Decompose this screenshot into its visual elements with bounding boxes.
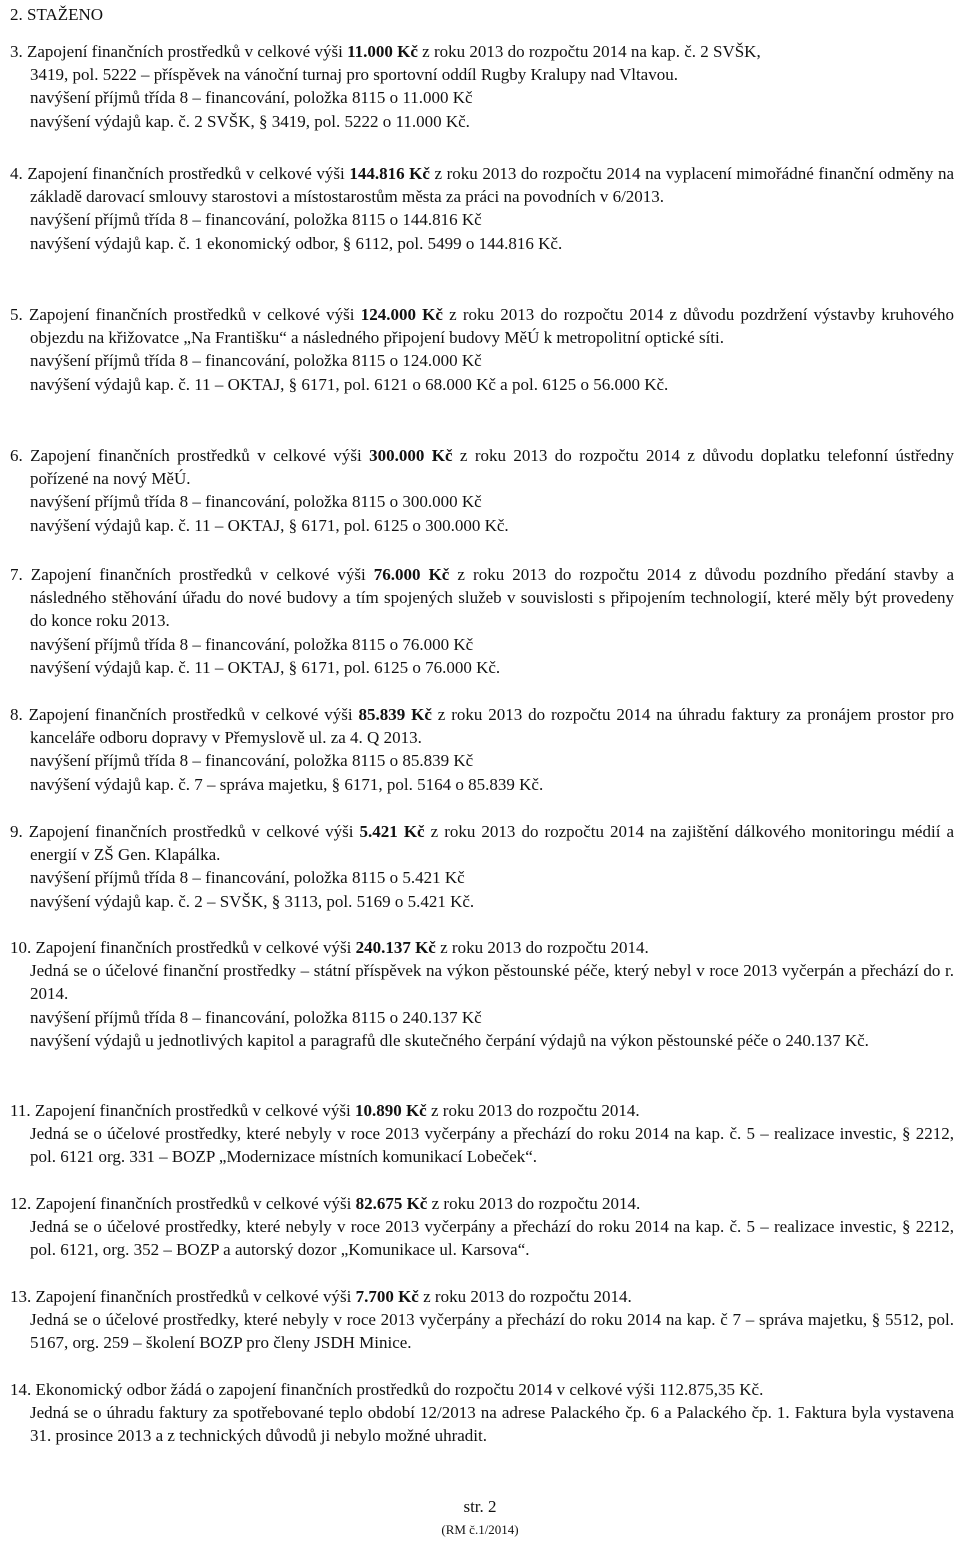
item-line: navýšení příjmů třída 8 – financování, položka 8115 o 240.137 Kč	[30, 1007, 482, 1027]
item-line: navýšení příjmů třída 8 – financování, položka 8115 o 5.421 Kč	[30, 868, 465, 888]
item-paragraph: Jedná se o účelové finanční prostředky – státní příspěvek na výkon pěstounské péče, který nebyl v roce 2013 vyčerpán a přechází do r. 2014.	[30, 961, 954, 1004]
item-paragraph	[10, 563, 954, 633]
item-heading	[10, 1099, 954, 1122]
item-amount: 124.000 Kč	[360, 305, 443, 324]
item-heading	[10, 1378, 954, 1401]
item-lead: 10. Zapojení finančních prostředků v celkové výši	[10, 938, 356, 957]
item-lead: 3. Zapojení finančních prostředků v celkové výši	[10, 42, 348, 61]
item-line: navýšení příjmů třída 8 – financování, položka 8115 o 124.000 Kč	[30, 351, 482, 371]
item-lead: 4. Zapojení finančních prostředků v celkové výši	[10, 164, 350, 183]
item-tail: z roku 2013 do rozpočtu 2014.	[418, 1287, 632, 1306]
item-paragraph	[10, 162, 954, 208]
item-amount: 76.000 Kč	[373, 565, 450, 584]
list-item	[10, 1285, 954, 1355]
item-amount: 144.816 Kč	[349, 164, 430, 183]
item-line: navýšení příjmů třída 8 – financování, položka 8115 o 85.839 Kč	[30, 751, 474, 771]
item-amount: 11.000 Kč	[347, 42, 418, 61]
item-line: navýšení výdajů kap. č. 7 – správa majetku, § 6171, pol. 5164 o 85.839 Kč.	[30, 774, 544, 794]
list-item	[10, 1378, 954, 1448]
item-paragraph	[10, 820, 954, 866]
item-lead: 9. Zapojení finančních prostředků v celkové výši	[10, 822, 360, 841]
item-line: navýšení příjmů třída 8 – financování, položka 8115 o 300.000 Kč	[30, 492, 482, 512]
item-line: navýšení výdajů kap. č. 2 SVŠK, § 3419, pol. 5222 o 11.000 Kč.	[30, 111, 470, 131]
list-item	[10, 563, 954, 679]
list-item	[10, 303, 954, 396]
item-line: navýšení výdajů kap. č. 11 – OKTAJ, § 6171, pol. 6125 o 300.000 Kč.	[30, 515, 509, 535]
item-tail: z roku 2013 do rozpočtu 2014 na zajištění dálkového monitoringu médií a energií v ZŠ Gen. Klapálka.	[30, 822, 954, 865]
item-amount: 82.675 Kč	[355, 1194, 428, 1213]
item-paragraph	[10, 303, 954, 349]
item-paragraph	[10, 444, 954, 490]
list-item	[10, 820, 954, 913]
list-item	[10, 703, 954, 796]
item-line: navýšení výdajů kap. č. 11 – OKTAJ, § 6171, pol. 6121 o 68.000 Kč a pol. 6125 o 56.000 Kč.	[30, 374, 669, 394]
item-heading	[10, 1192, 954, 1215]
item-paragraph: Jedná se o úhradu faktury za spotřebované teplo období 12/2013 na adrese Palackého čp. 6 a Palackého čp. 1. Faktura byla vystavena 31. prosince 2013 a z technických důvodů ji nebylo možné uhradit.	[30, 1403, 954, 1446]
item-tail: z roku 2013 do rozpočtu 2014 z důvodu pozdního předání stavby a následného stěhování úřadu do nové budovy a tím spojených služeb v souvislosti s připojením technologií, které měly být provedeny do konce roku 2013.	[30, 565, 955, 631]
list-item	[10, 444, 954, 537]
item-tail: z roku 2013 do rozpočtu 2014 na kap. č. 2 SVŠK,	[417, 42, 761, 61]
item-amount: 300.000 Kč	[369, 446, 453, 465]
item-tail: z roku 2013 do rozpočtu 2014.	[426, 1101, 640, 1120]
item-tail: z roku 2013 do rozpočtu 2014 z důvodu doplatku telefonní ústředny pořízené na nový MěÚ.	[30, 446, 955, 489]
item-lead: 13. Zapojení finančních prostředků v celkové výši	[10, 1287, 356, 1306]
item-amount: 5.421 Kč	[359, 822, 425, 841]
item-tail: z roku 2013 do rozpočtu 2014 z důvodu pozdržení výstavby kruhového objezdu na křižovatce „Na Františku“ a následného připojení budovy MěÚ k metropolitní optické síti.	[30, 305, 954, 348]
item-lead: 6. Zapojení finančních prostředků v celkové výši	[10, 446, 370, 465]
list-item	[10, 1099, 954, 1169]
item-paragraph: Jedná se o účelové prostředky, které nebyly v roce 2013 vyčerpány a přechází do roku 2014 na kap. č. 5 – realizace investic, § 2212, pol. 6121 org. 331 – BOZP „Modernizace místních komunikací Lobeček“.	[30, 1124, 954, 1167]
list-item	[10, 40, 954, 133]
item-tail: z roku 2013 do rozpočtu 2014.	[427, 1194, 641, 1213]
item-paragraph: Jedná se o účelové prostředky, které nebyly v roce 2013 vyčerpány a přechází do roku 2014 na kap. č 7 – správa majetku, § 5512, pol. 5167, org. 259 – školení BOZP pro členy JSDH Minice.	[30, 1310, 954, 1353]
item-lead: 8. Zapojení finančních prostředků v celkové výši	[10, 705, 359, 724]
item-line: navýšení výdajů kap. č. 11 – OKTAJ, § 6171, pol. 6125 o 76.000 Kč.	[30, 657, 501, 677]
item-tail: z roku 2013 do rozpočtu 2014 na úhradu faktury za pronájem prostor pro kanceláře odboru dopravy v Přemyslově ul. za 4. Q 2013.	[30, 705, 954, 748]
item-paragraph: navýšení výdajů u jednotlivých kapitol a paragrafů dle skutečného čerpání výdajů na výkon pěstounské péče o 240.137 Kč.	[30, 1030, 869, 1050]
item-lead: 7. Zapojení finančních prostředků v celkové výši	[10, 565, 374, 584]
header-line: 2. STAŽENO	[10, 5, 104, 24]
list-item	[10, 162, 954, 255]
item-amount: 10.890 Kč	[354, 1101, 427, 1120]
item-lead: 12. Zapojení finančních prostředků v celkové výši	[10, 1194, 356, 1213]
item-paragraph: Jedná se o účelové prostředky, které nebyly v roce 2013 vyčerpány a přechází do roku 2014 na kap. č. 5 – realizace investic, § 2212, pol. 6121, org. 352 – BOZP a autorský dozor „Komunikace ul. Karsova“.	[30, 1217, 954, 1260]
item-line: navýšení příjmů třída 8 – financování, položka 8115 o 11.000 Kč	[30, 88, 473, 108]
list-item	[10, 1192, 954, 1262]
item-paragraph	[10, 703, 954, 749]
item-amount: 7.700 Kč	[355, 1287, 419, 1306]
document-reference: (RM č.1/2014)	[441, 1522, 519, 1537]
item-lead: 11. Zapojení finančních prostředků v celkové výši	[10, 1101, 355, 1120]
page-number: str. 2	[463, 1497, 497, 1516]
item-amount: 240.137 Kč	[355, 938, 436, 957]
list-item	[10, 936, 954, 1052]
item-tail: z roku 2013 do rozpočtu 2014.	[435, 938, 649, 957]
item-line: navýšení výdajů kap. č. 1 ekonomický odbor, § 6112, pol. 5499 o 144.816 Kč.	[30, 233, 563, 253]
item-heading	[10, 936, 954, 959]
item-heading	[10, 1285, 954, 1308]
item-line: navýšení příjmů třída 8 – financování, položka 8115 o 144.816 Kč	[30, 210, 482, 230]
item-lead: 5. Zapojení finančních prostředků v celkové výši	[10, 305, 361, 324]
item-line: navýšení příjmů třída 8 – financování, položka 8115 o 76.000 Kč	[30, 634, 474, 654]
item-tail: z roku 2013 do rozpočtu 2014 na vyplacení mimořádné finanční odměny na základě darovací smlouvy starostovi a místostarostům města za práci na povodních v 6/2013.	[30, 164, 954, 207]
item-line: navýšení výdajů kap. č. 2 – SVŠK, § 3113, pol. 5169 o 5.421 Kč.	[30, 891, 475, 911]
item-amount: 85.839 Kč	[358, 705, 432, 724]
item-lead: 14. Ekonomický odbor žádá o zapojení finančních prostředků do rozpočtu 2014 v celkové výši 112.875,35 Kč.	[10, 1380, 764, 1399]
item-cont: 3419, pol. 5222 – příspěvek na vánoční turnaj pro sportovní oddíl Rugby Kralupy nad Vltavou.	[30, 65, 678, 85]
